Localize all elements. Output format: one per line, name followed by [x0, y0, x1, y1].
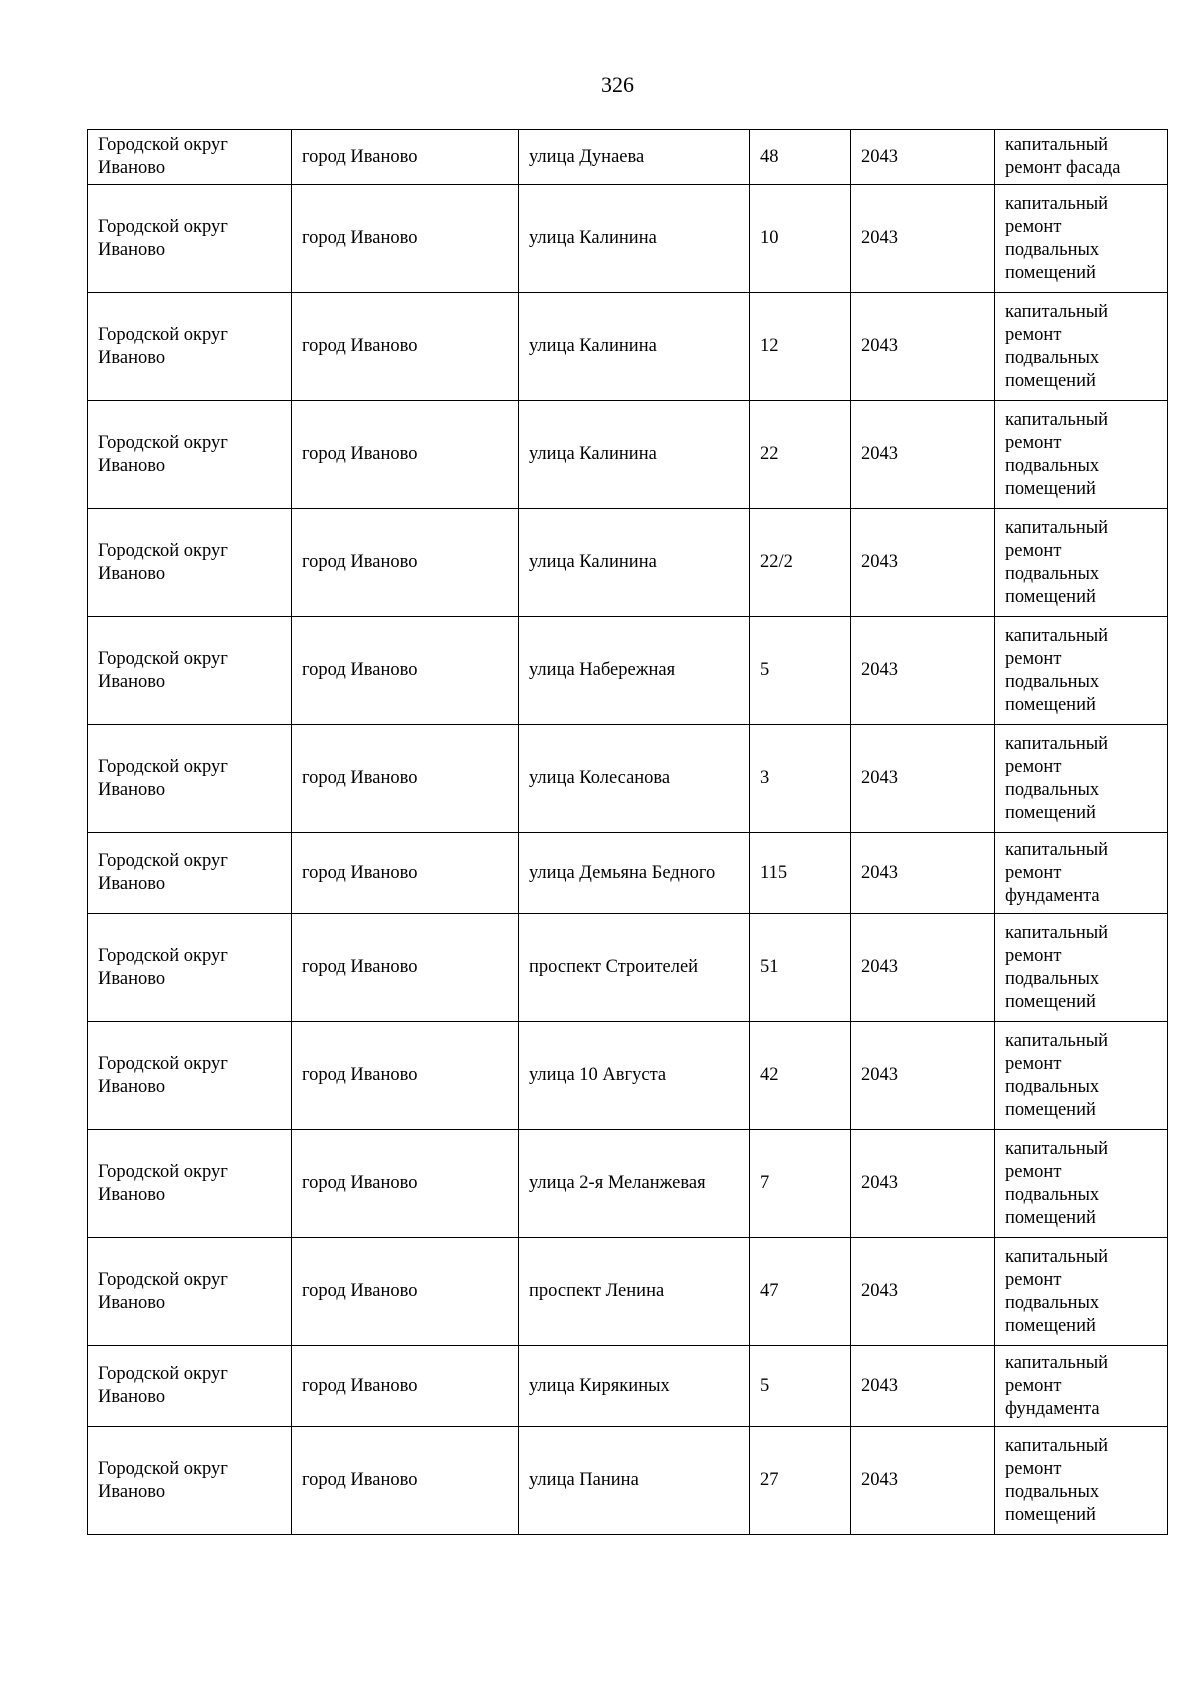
year-cell: 2043	[851, 185, 995, 293]
work-type-cell: капитальный ремонт подвальных помещений	[995, 401, 1168, 509]
house-number-cell: 48	[750, 130, 851, 185]
page-number: 326	[601, 72, 634, 97]
street-cell: улица Колесанова	[519, 725, 750, 833]
district-cell: Городской округ Иваново	[88, 185, 292, 293]
locality-cell: город Иваново	[292, 1346, 519, 1427]
work-type-cell: капитальный ремонт подвальных помещений	[995, 725, 1168, 833]
district-cell: Городской округ Иваново	[88, 130, 292, 185]
street-cell: улица Набережная	[519, 617, 750, 725]
house-number-cell: 47	[750, 1238, 851, 1346]
locality-cell: город Иваново	[292, 1238, 519, 1346]
street-cell: улица Калинина	[519, 293, 750, 401]
table-row	[88, 1427, 1168, 1535]
district-cell: Городской округ Иваново	[88, 1238, 292, 1346]
year-cell: 2043	[851, 833, 995, 914]
work-type-cell: капитальный ремонт подвальных помещений	[995, 509, 1168, 617]
work-type-cell: капитальный ремонт фундамента	[995, 1346, 1168, 1427]
work-type-cell: капитальный ремонт фасада	[995, 130, 1168, 185]
street-cell: улица Кирякиных	[519, 1346, 750, 1427]
house-number-cell: 22/2	[750, 509, 851, 617]
street-cell: улица 2-я Меланжевая	[519, 1130, 750, 1238]
district-cell: Городской округ Иваново	[88, 833, 292, 914]
table-row	[88, 1346, 1168, 1427]
table-row	[88, 130, 1168, 185]
locality-cell: город Иваново	[292, 1130, 519, 1238]
house-number-cell: 22	[750, 401, 851, 509]
work-type-cell: капитальный ремонт подвальных помещений	[995, 293, 1168, 401]
locality-cell: город Иваново	[292, 1022, 519, 1130]
year-cell: 2043	[851, 1022, 995, 1130]
work-type-cell: капитальный ремонт подвальных помещений	[995, 1238, 1168, 1346]
house-number-cell: 12	[750, 293, 851, 401]
locality-cell: город Иваново	[292, 617, 519, 725]
district-cell: Городской округ Иваново	[88, 1427, 292, 1535]
street-cell: улица 10 Августа	[519, 1022, 750, 1130]
house-number-cell: 5	[750, 617, 851, 725]
street-cell: улица Демьяна Бедного	[519, 833, 750, 914]
street-cell: улица Калинина	[519, 401, 750, 509]
year-cell: 2043	[851, 914, 995, 1022]
house-number-cell: 10	[750, 185, 851, 293]
work-type-cell: капитальный ремонт фундамента	[995, 833, 1168, 914]
year-cell: 2043	[851, 293, 995, 401]
district-cell: Городской округ Иваново	[88, 1346, 292, 1427]
table-row	[88, 1238, 1168, 1346]
locality-cell: город Иваново	[292, 185, 519, 293]
district-cell: Городской округ Иваново	[88, 617, 292, 725]
street-cell: проспект Строителей	[519, 914, 750, 1022]
house-number-cell: 42	[750, 1022, 851, 1130]
work-type-cell: капитальный ремонт подвальных помещений	[995, 617, 1168, 725]
locality-cell: город Иваново	[292, 509, 519, 617]
table-row	[88, 1022, 1168, 1130]
locality-cell: город Иваново	[292, 914, 519, 1022]
house-number-cell: 51	[750, 914, 851, 1022]
year-cell: 2043	[851, 1427, 995, 1535]
district-cell: Городской округ Иваново	[88, 914, 292, 1022]
district-cell: Городской округ Иваново	[88, 509, 292, 617]
locality-cell: город Иваново	[292, 833, 519, 914]
year-cell: 2043	[851, 509, 995, 617]
locality-cell: город Иваново	[292, 130, 519, 185]
house-number-cell: 3	[750, 725, 851, 833]
house-number-cell: 5	[750, 1346, 851, 1427]
repair-schedule-table	[87, 129, 1168, 1535]
year-cell: 2043	[851, 617, 995, 725]
year-cell: 2043	[851, 1238, 995, 1346]
street-cell: улица Дунаева	[519, 130, 750, 185]
work-type-cell: капитальный ремонт подвальных помещений	[995, 914, 1168, 1022]
table-row	[88, 617, 1168, 725]
street-cell: улица Калинина	[519, 509, 750, 617]
locality-cell: город Иваново	[292, 293, 519, 401]
house-number-cell: 115	[750, 833, 851, 914]
table-row	[88, 914, 1168, 1022]
table-row	[88, 509, 1168, 617]
house-number-cell: 27	[750, 1427, 851, 1535]
work-type-cell: капитальный ремонт подвальных помещений	[995, 1130, 1168, 1238]
street-cell: проспект Ленина	[519, 1238, 750, 1346]
year-cell: 2043	[851, 401, 995, 509]
year-cell: 2043	[851, 1130, 995, 1238]
table-row	[88, 1130, 1168, 1238]
table-row	[88, 833, 1168, 914]
table-row	[88, 401, 1168, 509]
district-cell: Городской округ Иваново	[88, 725, 292, 833]
district-cell: Городской округ Иваново	[88, 293, 292, 401]
district-cell: Городской округ Иваново	[88, 1022, 292, 1130]
locality-cell: город Иваново	[292, 401, 519, 509]
street-cell: улица Калинина	[519, 185, 750, 293]
table-row	[88, 725, 1168, 833]
work-type-cell: капитальный ремонт подвальных помещений	[995, 1022, 1168, 1130]
district-cell: Городской округ Иваново	[88, 401, 292, 509]
work-type-cell: капитальный ремонт подвальных помещений	[995, 1427, 1168, 1535]
locality-cell: город Иваново	[292, 725, 519, 833]
table-row	[88, 185, 1168, 293]
district-cell: Городской округ Иваново	[88, 1130, 292, 1238]
year-cell: 2043	[851, 725, 995, 833]
year-cell: 2043	[851, 1346, 995, 1427]
table-row	[88, 293, 1168, 401]
work-type-cell: капитальный ремонт подвальных помещений	[995, 185, 1168, 293]
year-cell: 2043	[851, 130, 995, 185]
street-cell: улица Панина	[519, 1427, 750, 1535]
house-number-cell: 7	[750, 1130, 851, 1238]
locality-cell: город Иваново	[292, 1427, 519, 1535]
